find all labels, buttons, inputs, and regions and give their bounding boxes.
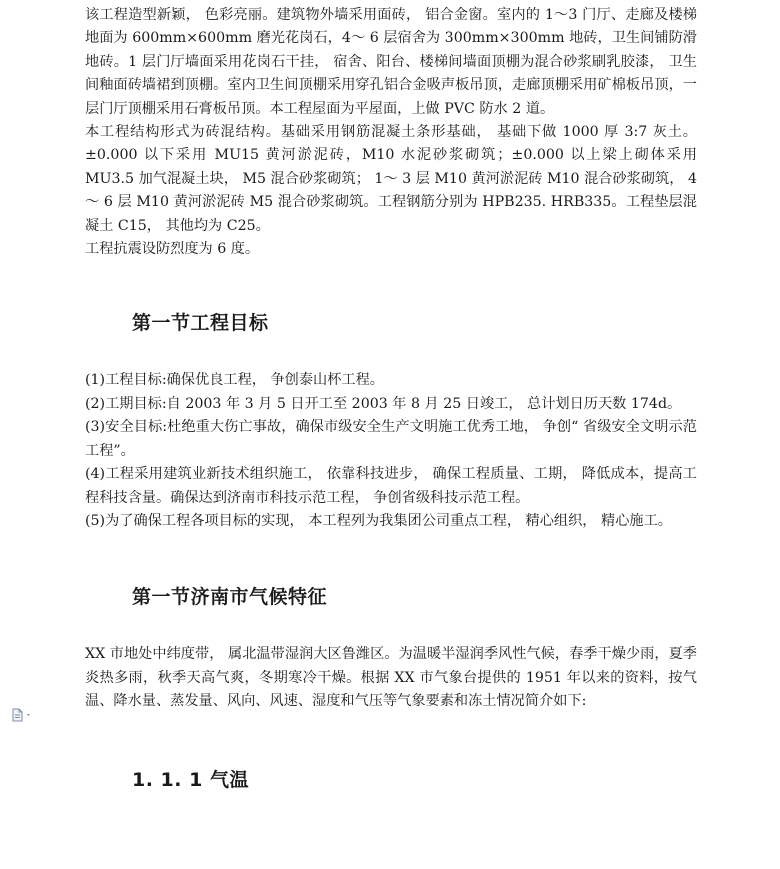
paragraph-structure: 本工程结构形式为砖混结构。基础采用钢筋混凝土条形基础， 基础下做 1000 厚 3:7 灰土。±0.000 以下采用 MU15 黄河淤泥砖，M10 水泥砂浆砌筑；±0.000 以上梁上砌体采用 MU3.5 加气混凝土块， M5 混合砂浆砌筑； 1～ 3 层 M10 黄河淤泥砖 M10 混合砂浆砌筑， 4～ 6 层 M10 黄河淤泥砖 M5 混合砂浆砌筑。工程钢筋分别为 HPB235. HRB335。工程垫层混凝土 C15， 其他均为 C25。 (85, 124, 697, 234)
paragraph-seismic: 工程抗震设防烈度为 6 度。 (85, 241, 260, 258)
goal-item: (3)安全目标:杜绝重大伤亡事故，确保市级安全生产文明施工优秀工地， 争创“ 省级安全文明示范工程”。 (85, 419, 697, 459)
subsection-heading-temperature: 1. 1. 1 气温 (132, 768, 249, 791)
document-page (85, 0, 697, 792)
goal-item: (5)为了确保工程各项目标的实现， 本工程列为我集团公司重点工程， 精心组织， 精心施工。 (85, 512, 672, 529)
goal-item: (1)工程目标:确保优良工程， 争创泰山杯工程。 (85, 372, 384, 389)
section-heading-project-goals: 第一节工程目标 (132, 312, 269, 335)
section-heading-climate: 第一节济南市气候特征 (132, 586, 328, 609)
goal-item: (4)工程采用建筑业新技术组织施工， 依靠科技进步， 确保工程质量、工期， 降低成本，提高工程科技含量。确保达到济南市科技示范工程， 争创省级科技示范工程。 (85, 466, 697, 506)
document-options-icon[interactable] (11, 707, 35, 721)
goals-list (85, 369, 697, 533)
goal-item: (2)工期目标:自 2003 年 3 月 5 日开工至 2003 年 8 月 25 日竣工， 总计划日历天数 174d。 (85, 395, 682, 412)
intro-section (85, 0, 697, 261)
paragraph-architecture: 该工程造型新颖， 色彩亮丽。建筑物外墙采用面砖， 铝合金窗。室内的 1～3 门厅、走廊及楼梯地面为 600mm×600mm 磨光花岗石，4～ 6 层宿舍为 300mm×300mm 地砖，卫生间铺防滑地砖。1 层门厅墙面采用花岗石干挂， 宿舍、阳台、楼梯间墙面顶棚为混合砂浆刷乳胶漆， 卫生间釉面砖墙裙到顶棚。室内卫生间顶棚采用穿孔铝合金吸声板吊顶，走廊顶棚采用矿棉板吊顶，一层门厅顶棚采用石膏板吊顶。本工程屋面为平屋面，上做 PVC 防水 2 道。 (85, 7, 697, 117)
paragraph-climate: XX 市地处中纬度带， 属北温带湿润大区鲁潍区。为温暖半湿润季风性气候，春季干燥少雨，夏季炎热多雨，秋季天高气爽，冬期寒冷干燥。根据 XX 市气象台提供的 1951 年以来的资料，按气温、降水量、蒸发量、风向、风速、湿度和气压等气象要素和冻土情况简介如下: (85, 646, 697, 710)
